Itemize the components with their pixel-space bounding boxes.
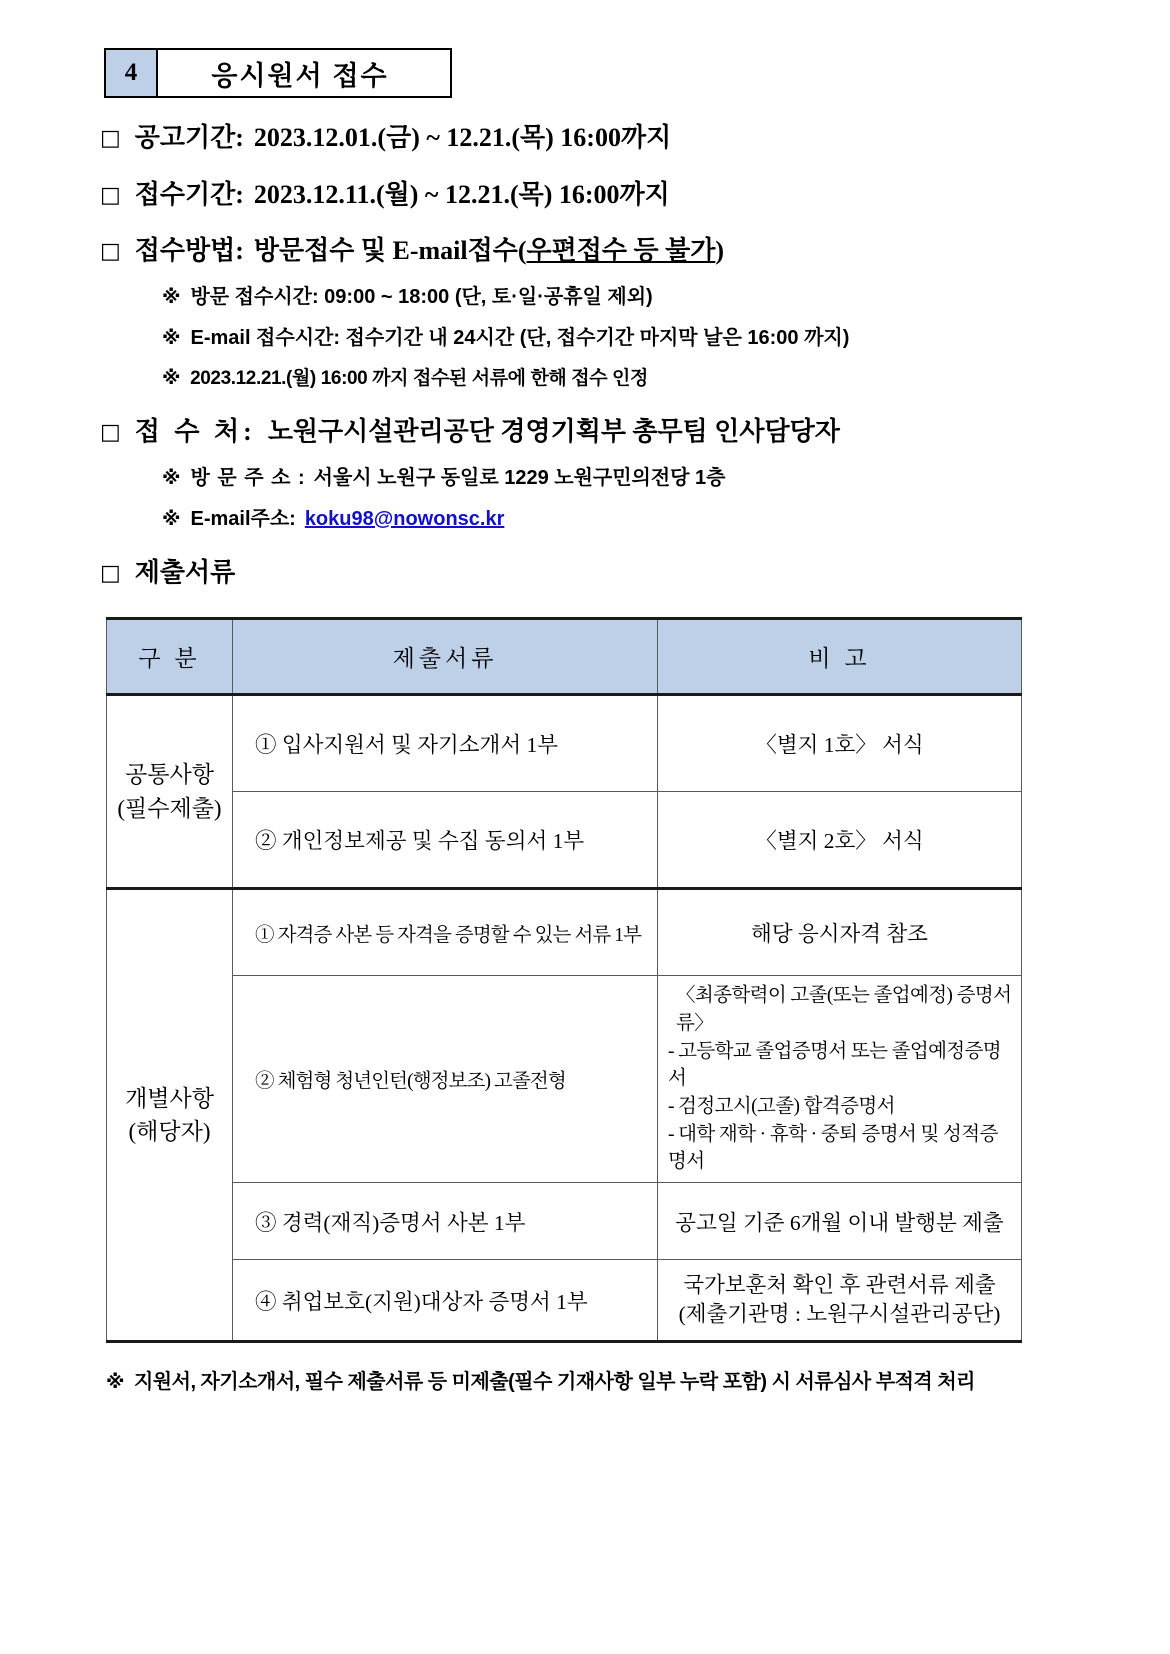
note-text: E-mail 접수시간: 접수기간 내 24시간 (단, 접수기간 마지막 날은 16:00 까지) [190,326,850,349]
document-item: ③ 경력(재직)증명서 사본 1부 [233,1183,658,1260]
footer-note-text: 지원서, 자기소개서, 필수 제출서류 등 미제출(필수 기재사항 일부 누락 포함) 시 서류심사 부적격 처리 [133,1371,975,1394]
table-row [107,1260,1022,1342]
checkbox-icon: □ [100,560,121,586]
bullet-application-period [100,179,1070,212]
group-label-line2: (해당자) [128,1119,211,1145]
column-header-documents: 제출서류 [233,619,658,695]
remark-item: 공고일 기준 6개월 이내 발행분 제출 [658,1183,1022,1260]
section-header [104,48,452,98]
address-value: 서울시 노원구 동일로 1229 노원구민의전당 1층 [313,466,726,489]
bullet-value: 2023.12.01.(금) ~ 12.21.(목) 16:00까지 [253,123,672,152]
bullet-announcement-period [100,122,1070,155]
bullet-application-method [100,235,1070,268]
remark-line: 국가보훈처 확인 후 관련서류 제출 [683,1273,996,1298]
group-label-common [107,695,233,889]
reference-mark-icon: ※ [162,366,181,389]
remark-item: 〈별지 2호〉 서식 [658,792,1022,889]
table-row [107,695,1022,792]
remark-item-multiline [658,976,1022,1183]
section-number: 4 [106,50,158,96]
reference-mark-icon: ※ [162,466,181,489]
document-item-text: ① 자격증 사본 등 자격을 증명할 수 있는 서류 1부 [255,924,642,946]
note-visit-address [162,466,1070,490]
remark-line: - 대학 재학 · 휴학 · 중퇴 증명서 및 성적증명서 [668,1123,998,1173]
group-label-individual [107,889,233,1342]
office-value: 노원구시설관리공단 경영기획부 총무팀 인사담당자 [267,417,840,447]
document-item: ② 개인정보제공 및 수집 동의서 1부 [233,792,658,889]
remark-item-multiline [658,1260,1022,1342]
bullet-value-underline: 우편접수 등 불가 [526,236,716,265]
checkbox-icon: □ [100,182,121,208]
reference-mark-icon: ※ [162,285,181,308]
note-email-hours [162,326,1070,350]
document-item [233,976,658,1183]
table-row [107,1183,1022,1260]
table-row [107,889,1022,976]
table-row [107,976,1022,1183]
address-label: 방 문 주 소 : [190,466,306,489]
bullet-value-tail: ) [715,236,724,265]
submission-documents-table [106,617,1022,1343]
section-title: 응시원서 접수 [211,60,389,91]
email-link[interactable]: koku98@nowonsc.kr [304,507,505,530]
group-label-line2: (필수제출) [117,795,222,821]
note-deadline-acceptance [162,367,1070,391]
bullet-submission-documents [100,557,1070,590]
group-label-line1: 개별사항 [125,1085,214,1111]
reference-mark-icon: ※ [162,326,181,349]
reference-mark-icon: ※ [162,507,181,530]
note-text: 방문 접수시간: 09:00 ~ 18:00 (단, 토·일·공휴일 제외) [190,285,653,308]
remark-item: 〈별지 1호〉 서식 [658,695,1022,792]
table-row [107,792,1022,889]
remark-line: (제출기관명 : 노원구시설관리공단) [678,1302,1001,1327]
document-item: ① 입사지원서 및 자기소개서 1부 [233,695,658,792]
document-item: ④ 취업보호(지원)대상자 증명서 1부 [233,1260,658,1342]
bullet-label: 접수기간: [134,179,244,209]
document-item-text: ② 체험형 청년인턴(행정보조) 고졸전형 [255,1071,566,1093]
group-label-line1: 공통사항 [125,762,214,788]
bullet-receiving-office [100,416,1070,449]
bullet-label: 접수방법: [134,236,244,265]
document-item [233,889,658,976]
footer-note [106,1365,1070,1394]
note-email-address [162,507,1070,531]
checkbox-icon: □ [100,420,121,446]
bullet-value-plain: 방문접수 및 E-mail접수( [253,236,527,265]
note-visit-hours [162,285,1070,309]
remark-line: - 고등학교 졸업증명서 또는 졸업예정증명서 [668,1040,1002,1090]
office-label: 접 수 처: [134,417,256,447]
column-header-remarks: 비 고 [658,619,1022,695]
documents-heading: 제출서류 [134,557,236,587]
bullet-value: 2023.12.11.(월) ~ 12.21.(목) 16:00까지 [253,179,670,209]
remark-item: 해당 응시자격 참조 [658,889,1022,976]
table-header-row [107,619,1022,695]
note-text: 2023.12.21.(월) 16:00 까지 접수된 서류에 한해 접수 인정 [190,367,648,389]
remark-line: 〈최종학력이 고졸(또는 졸업예정) 증명서류〉 [676,985,1012,1034]
checkbox-icon: □ [100,126,121,151]
checkbox-icon: □ [100,239,121,264]
column-header-category: 구 분 [107,619,233,695]
remark-line: - 검정고시(고졸) 합격증명서 [668,1096,895,1118]
reference-mark-icon: ※ [106,1371,124,1394]
bullet-label: 공고기간: [134,123,244,152]
email-label: E-mail주소: [190,507,296,530]
